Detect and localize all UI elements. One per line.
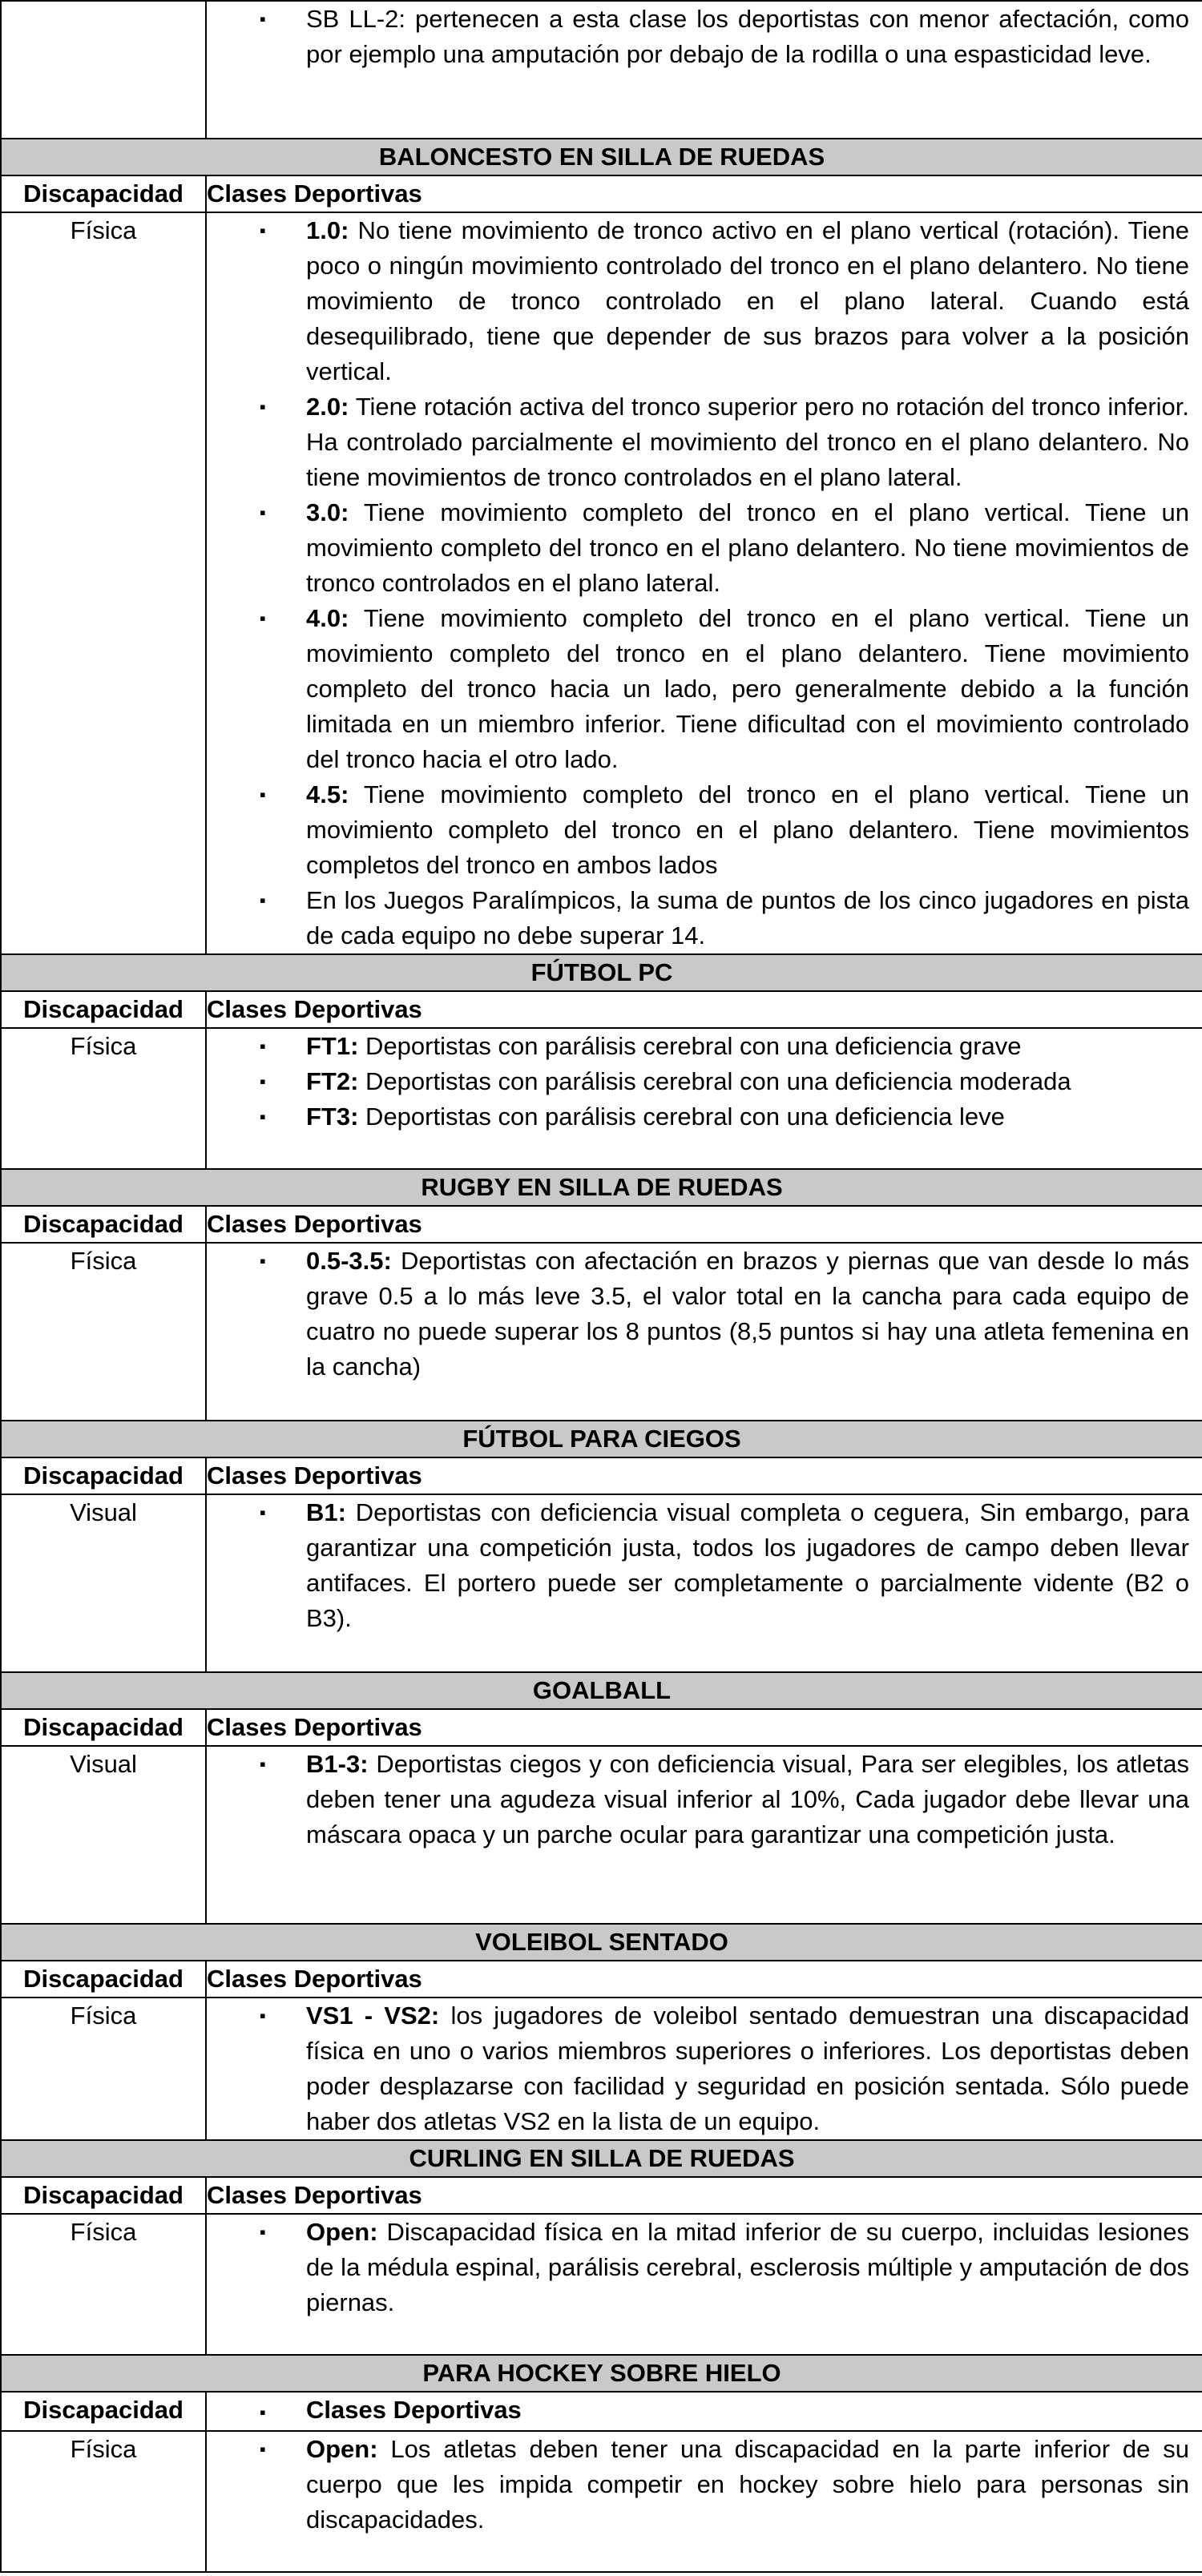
bullet-icon: ▪ bbox=[260, 1107, 266, 1127]
clases-cell bbox=[206, 212, 1202, 954]
discapacidad-header: Discapacidad bbox=[1, 991, 206, 1028]
discapacidad-header: Discapacidad bbox=[1, 1709, 206, 1746]
section-header-row bbox=[1, 2177, 1202, 2214]
section-title: BALONCESTO EN SILLA DE RUEDAS bbox=[1, 139, 1202, 175]
clases-header-label: Clases Deportivas bbox=[306, 2396, 522, 2424]
bullet-icon: ▪ bbox=[260, 1251, 266, 1271]
clases-cell bbox=[206, 1243, 1202, 1421]
clases-header: Clases Deportivas bbox=[206, 2177, 1202, 2214]
discapacidad-header: Discapacidad bbox=[1, 1206, 206, 1243]
section-title: VOLEIBOL SENTADO bbox=[1, 1924, 1202, 1961]
discapacidad-value: Visual bbox=[1, 1746, 206, 1924]
section-header-row bbox=[1, 1206, 1202, 1243]
bullet-icon: ▪ bbox=[260, 502, 266, 522]
class-description: Deportistas con parálisis cerebral con una deficiencia grave bbox=[358, 1032, 1022, 1060]
class-code: 0.5-3.5: bbox=[306, 1247, 392, 1275]
section-body-row bbox=[1, 1243, 1202, 1421]
section-title-row bbox=[1, 1672, 1202, 1709]
list-item bbox=[207, 213, 1189, 389]
clases-cell bbox=[206, 1746, 1202, 1924]
clases-header bbox=[206, 2392, 1202, 2431]
class-code: 3.0: bbox=[306, 498, 349, 526]
section-title-row bbox=[1, 2355, 1202, 2392]
discapacidad-value: Física bbox=[1, 212, 206, 954]
section-title: GOALBALL bbox=[1, 1672, 1202, 1709]
class-description: Los atletas deben tener una discapacidad en la parte inferior de su cuerpo que les impida competir en hockey sobre hielo para personas sin discapacidades. bbox=[306, 2435, 1189, 2534]
list-item bbox=[207, 883, 1189, 953]
bullet-icon: ▪ bbox=[260, 220, 266, 240]
list-item bbox=[207, 2, 1189, 72]
class-description: Discapacidad física en la mitad inferior de su cuerpo, incluidas lesiones de la médula espinal, parálisis cerebral, esclerosis múltiple y amputación de dos piernas. bbox=[306, 2218, 1189, 2316]
section-title: CURLING EN SILLA DE RUEDAS bbox=[1, 2140, 1202, 2177]
bullet-icon: ▪ bbox=[260, 2006, 266, 2026]
discapacidad-header: Discapacidad bbox=[1, 2392, 206, 2431]
class-description: Deportistas con afectación en brazos y piernas que van desde lo más grave 0.5 a lo más leve 3.5, el valor total en la cancha para cada equipo de cuatro no puede superar los 8 puntos (8,5 puntos si hay una atleta femenina en la cancha) bbox=[306, 1247, 1189, 1381]
section-title-row bbox=[1, 954, 1202, 991]
section-title: FÚTBOL PC bbox=[1, 954, 1202, 991]
class-code: VS1 - VS2: bbox=[306, 2002, 440, 2030]
list-item bbox=[207, 1998, 1189, 2139]
intro-row bbox=[1, 1, 1202, 139]
bullet-icon: ▪ bbox=[260, 1071, 266, 1091]
discapacidad-header: Discapacidad bbox=[1, 1961, 206, 1998]
class-code: Open: bbox=[306, 2218, 378, 2246]
clases-header: Clases Deportivas bbox=[206, 1457, 1202, 1494]
clases-cell bbox=[206, 1028, 1202, 1169]
class-description: Tiene movimiento completo del tronco en el plano vertical. Tiene un movimiento completo del tronco en el plano delantero. Tiene movimiento completo del tronco hacia un lado, pero generalmente debido a la función limitada en un miembro inferior. Tiene dificultad con el movimiento controlado del tronco hacia el otro lado. bbox=[306, 604, 1189, 773]
list-item bbox=[207, 2432, 1189, 2538]
section-header-row bbox=[1, 1709, 1202, 1746]
bullet-icon: ▪ bbox=[260, 608, 266, 628]
list-item bbox=[207, 2215, 1189, 2320]
list-item bbox=[207, 1064, 1189, 1099]
discapacidad-value: Física bbox=[1, 1243, 206, 1421]
list-item bbox=[207, 1747, 1189, 1852]
discapacidad-value: Física bbox=[1, 2431, 206, 2572]
section-header-row bbox=[1, 991, 1202, 1028]
discapacidad-value: Visual bbox=[1, 1494, 206, 1672]
bullet-icon: ▪ bbox=[260, 784, 266, 804]
section-body-row bbox=[1, 1998, 1202, 2140]
bullet-icon: ▪ bbox=[260, 1502, 266, 1522]
class-description: Tiene rotación activa del tronco superior pero no rotación del tronco inferior. Ha controlado parcialmente el movimiento del tronco en el plano delantero. No tiene movimientos de tronco controlados en el plano lateral. bbox=[306, 393, 1189, 491]
section-title: FÚTBOL PARA CIEGOS bbox=[1, 1421, 1202, 1457]
list-item bbox=[207, 1099, 1189, 1135]
intro-text: SB LL-2: pertenecen a esta clase los deportistas con menor afectación, como por ejemplo una amputación por debajo de la rodilla o una espasticidad leve. bbox=[306, 5, 1189, 68]
clases-cell bbox=[206, 1998, 1202, 2140]
clases-header: Clases Deportivas bbox=[206, 1961, 1202, 1998]
list-item bbox=[207, 495, 1189, 601]
clases-cell bbox=[206, 2214, 1202, 2355]
clases-header: Clases Deportivas bbox=[206, 175, 1202, 212]
class-description: Tiene movimiento completo del tronco en el plano vertical. Tiene un movimiento completo del tronco en el plano delantero. Tiene movimientos completos del tronco en ambos lados bbox=[306, 780, 1189, 879]
section-header-row bbox=[1, 1961, 1202, 1998]
class-code: 2.0: bbox=[306, 393, 349, 421]
class-description: En los Juegos Paralímpicos, la suma de puntos de los cinco jugadores en pista de cada equipo no debe superar 14. bbox=[306, 886, 1189, 949]
bullet-icon: ▪ bbox=[260, 9, 266, 29]
discapacidad-header: Discapacidad bbox=[1, 1457, 206, 1494]
bullet-icon: ▪ bbox=[260, 2222, 266, 2242]
bullet-icon: ▪ bbox=[260, 1754, 266, 1774]
section-header-row bbox=[1, 175, 1202, 212]
class-code: FT2: bbox=[306, 1067, 359, 1095]
clases-cell bbox=[206, 2431, 1202, 2572]
class-description: No tiene movimiento de tronco activo en el plano vertical (rotación). Tiene poco o ningún movimiento controlado del tronco en el plano delantero. No tiene movimiento de tronco controlado en el plano lateral. Cuando está desequilibrado, tiene que depender de sus brazos para volver a la posición vertical. bbox=[306, 216, 1189, 385]
class-code: FT1: bbox=[306, 1032, 359, 1060]
discapacidad-value: Física bbox=[1, 1998, 206, 2140]
discapacidad-value: Física bbox=[1, 2214, 206, 2355]
section-title-row bbox=[1, 1421, 1202, 1457]
bullet-icon: ▪ bbox=[260, 397, 266, 417]
class-description: Deportistas con deficiencia visual completa o ceguera, Sin embargo, para garantizar una competición justa, todos los jugadores de campo deben llevar antifaces. El portero puede ser completamente o parcialmente vidente (B2 o B3). bbox=[306, 1498, 1189, 1632]
section-body-row bbox=[1, 1746, 1202, 1924]
intro-empty-cell bbox=[1, 1, 206, 139]
section-title: PARA HOCKEY SOBRE HIELO bbox=[1, 2355, 1202, 2392]
list-item bbox=[207, 777, 1189, 883]
class-description: Deportistas ciegos y con deficiencia visual, Para ser elegibles, los atletas deben tener una agudeza visual inferior al 10%, Cada jugador debe llevar una máscara opaca y un parche ocular para garantizar una competición justa. bbox=[306, 1750, 1189, 1848]
discapacidad-header: Discapacidad bbox=[1, 175, 206, 212]
bullet-icon: ▪ bbox=[260, 890, 266, 910]
class-description: los jugadores de voleibol sentado demuestran una discapacidad física en uno o varios miembros superiores o inferiores. Los deportistas deben poder desplazarse con facilidad y seguridad en posición sentada. Sólo puede haber dos atletas VS2 en la lista de un equipo. bbox=[306, 2002, 1189, 2135]
section-title-row bbox=[1, 1924, 1202, 1961]
class-code: 1.0: bbox=[306, 216, 349, 244]
section-title-row bbox=[1, 2140, 1202, 2177]
bullet-icon: ▪ bbox=[260, 1036, 266, 1056]
section-body-row bbox=[1, 2214, 1202, 2355]
section-title-row bbox=[1, 1169, 1202, 1206]
section-title-row bbox=[1, 139, 1202, 175]
class-code: B1-3: bbox=[306, 1750, 369, 1778]
clases-header: Clases Deportivas bbox=[206, 1709, 1202, 1746]
class-code: Open: bbox=[306, 2435, 378, 2463]
list-item bbox=[207, 389, 1189, 495]
bullet-icon: ▪ bbox=[260, 2439, 266, 2459]
discapacidad-header: Discapacidad bbox=[1, 2177, 206, 2214]
list-item bbox=[207, 1029, 1189, 1064]
class-code: 4.5: bbox=[306, 780, 349, 808]
section-header-row bbox=[1, 2392, 1202, 2431]
list-item bbox=[207, 601, 1189, 777]
section-body-row bbox=[1, 1028, 1202, 1169]
section-title: RUGBY EN SILLA DE RUEDAS bbox=[1, 1169, 1202, 1206]
section-body-row bbox=[1, 212, 1202, 954]
clases-header: Clases Deportivas bbox=[206, 991, 1202, 1028]
clases-cell bbox=[206, 1494, 1202, 1672]
discapacidad-value: Física bbox=[1, 1028, 206, 1169]
clases-header: Clases Deportivas bbox=[206, 1206, 1202, 1243]
class-code: 4.0: bbox=[306, 604, 349, 632]
section-header-row bbox=[1, 1457, 1202, 1494]
class-code: FT3: bbox=[306, 1103, 359, 1131]
section-body-row bbox=[1, 1494, 1202, 1672]
section-body-row bbox=[1, 2431, 1202, 2572]
class-description: Tiene movimiento completo del tronco en el plano vertical. Tiene un movimiento completo del tronco en el plano delantero. No tiene movimientos de tronco controlados en el plano lateral. bbox=[306, 498, 1189, 597]
bullet-icon: ▪ bbox=[260, 2402, 266, 2422]
class-code: B1: bbox=[306, 1498, 346, 1526]
class-description: Deportistas con parálisis cerebral con una deficiencia leve bbox=[358, 1103, 1005, 1131]
intro-cell bbox=[206, 1, 1202, 139]
list-item bbox=[207, 1495, 1189, 1636]
class-description: Deportistas con parálisis cerebral con una deficiencia moderada bbox=[358, 1067, 1071, 1095]
list-item bbox=[207, 1244, 1189, 1385]
